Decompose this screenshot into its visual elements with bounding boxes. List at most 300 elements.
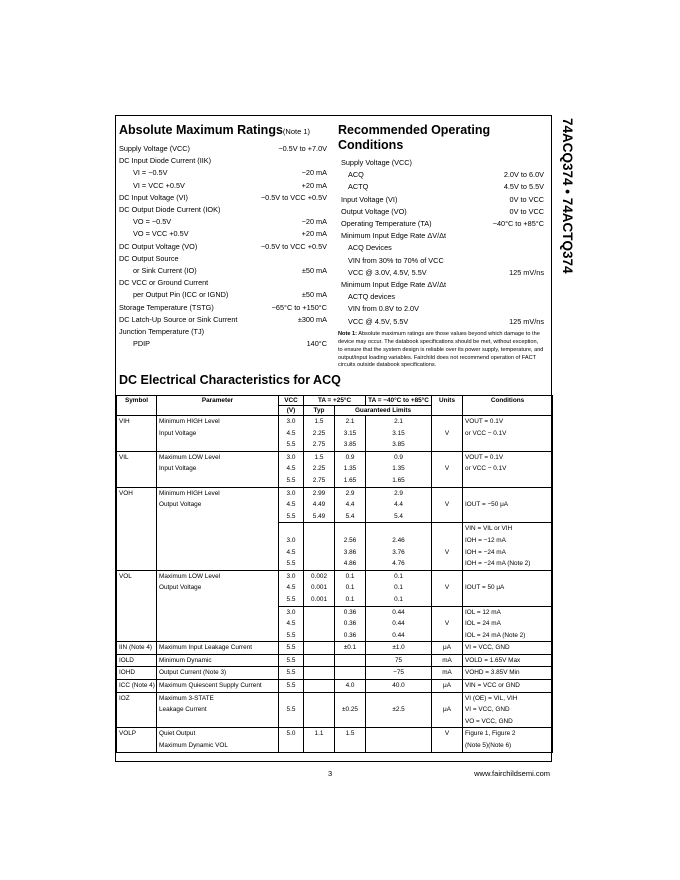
- cell-typ: 0.001: [304, 582, 335, 594]
- cell-units: V: [432, 618, 463, 630]
- cell-limit-range: 0.9: [366, 451, 432, 463]
- cell-limit-25c: 3.85: [335, 439, 366, 451]
- abs-row-label: DC Input Voltage (VI): [119, 192, 188, 202]
- cell-typ: 2.75: [304, 439, 335, 451]
- table-row: [117, 547, 553, 559]
- cell-units: [432, 439, 463, 451]
- header-typ: Typ: [304, 406, 335, 416]
- rec-row-label: Operating Temperature (TA): [341, 219, 432, 229]
- abs-row-label: VI = VCC +0.5V: [133, 180, 185, 190]
- cell-symbol: [117, 499, 157, 511]
- table-row: [117, 680, 553, 693]
- abs-max-rows: [119, 143, 327, 350]
- cell-typ: 1.1: [304, 728, 335, 740]
- cell-symbol: [117, 535, 157, 547]
- table-row: [117, 716, 553, 728]
- cell-vcc: 5.5: [279, 594, 304, 606]
- cell-vcc: 3.0: [279, 570, 304, 582]
- cell-conditions: IOL = 24 mA: [463, 618, 553, 630]
- cell-units: μA: [432, 704, 463, 716]
- abs-row-value: ±50 mA: [301, 290, 327, 300]
- table-row: [117, 499, 553, 511]
- cell-vcc: 5.5: [279, 704, 304, 716]
- cell-limit-25c: 0.1: [335, 570, 366, 582]
- cell-limit-25c: ±0.1: [335, 642, 366, 655]
- rec-row-label: VIN from 30% to 70% of VCC: [348, 255, 444, 265]
- header-ta25: TA = +25°C: [304, 396, 366, 406]
- cell-conditions: [463, 487, 553, 499]
- rec-row-label: Output Voltage (VO): [341, 206, 407, 216]
- dc-title: DC Electrical Characteristics for ACQ: [119, 373, 341, 387]
- cell-typ: [304, 547, 335, 559]
- cell-limit-range: 0.44: [366, 606, 432, 618]
- cell-conditions: IOUT = 50 μA: [463, 582, 553, 594]
- rec-row: [341, 194, 544, 206]
- abs-row-value: −20 mA: [301, 217, 327, 227]
- header-conditions: Conditions: [463, 396, 553, 416]
- cell-typ: 4.49: [304, 499, 335, 511]
- cell-symbol: VOL: [117, 570, 157, 582]
- abs-row: [119, 338, 327, 350]
- cell-vcc: [279, 523, 304, 535]
- rec-row-label: Minimum Input Edge Rate ΔV/Δt: [341, 280, 447, 290]
- cell-symbol: [117, 618, 157, 630]
- abs-row-value: −0.5V to VCC +0.5V: [260, 192, 327, 202]
- abs-row-label: or Sink Current (IO): [133, 266, 197, 276]
- abs-max-title: [119, 123, 327, 139]
- header-guaranteed: Guaranteed Limits: [335, 406, 432, 416]
- abs-row-label: DC Output Voltage (VO): [119, 241, 198, 251]
- note-1-text: Absolute maximum ratings are those values beyond which damage to the device may occur. The databook specifications should be met, without exception, to ensure that the system design is reliable over its power supply, temperature, and output/input loading variables. Fairchild does not recommend operation of FACT circuits outside databook specifications.: [338, 330, 544, 369]
- cell-conditions: VI = VCC, GND: [463, 704, 553, 716]
- cell-conditions: VOLD = 1.65V Max: [463, 654, 553, 667]
- rec-row: [341, 218, 544, 230]
- cell-units: mA: [432, 667, 463, 680]
- cell-parameter: Minimum Dynamic: [157, 654, 279, 667]
- cell-typ: [304, 606, 335, 618]
- cell-symbol: VIL: [117, 451, 157, 463]
- cell-units: [432, 535, 463, 547]
- cell-symbol: [117, 547, 157, 559]
- rec-row-label: Input Voltage (VI): [341, 194, 398, 204]
- cell-parameter: Input Voltage: [157, 463, 279, 475]
- rec-op-title-line1: Recommended Operating: [338, 123, 491, 137]
- abs-row-label: Storage Temperature (TSTG): [119, 302, 214, 312]
- cell-conditions: [463, 439, 553, 451]
- cell-symbol: [117, 428, 157, 440]
- dc-table-body: [117, 416, 553, 753]
- abs-row: [119, 204, 327, 216]
- cell-limit-25c: 0.9: [335, 451, 366, 463]
- cell-conditions: VOUT = 0.1V: [463, 451, 553, 463]
- cell-limit-25c: ±0.25: [335, 704, 366, 716]
- cell-symbol: [117, 740, 157, 752]
- rec-row-value: 125 mV/ns: [509, 316, 544, 326]
- cell-limit-range: 0.1: [366, 582, 432, 594]
- cell-parameter: [157, 716, 279, 728]
- rec-op-title: [338, 123, 544, 153]
- rec-row-value: 4.5V to 5.5V: [503, 182, 544, 192]
- abs-row-value: −65°C to +150°C: [271, 302, 327, 312]
- side-title: [555, 118, 577, 378]
- cell-symbol: [117, 439, 157, 451]
- rec-op-title-line2: Conditions: [338, 138, 404, 152]
- abs-row: [119, 253, 327, 265]
- cell-limit-25c: 2.1: [335, 416, 366, 428]
- table-row: [117, 740, 553, 752]
- cell-limit-25c: [335, 654, 366, 667]
- cell-typ: 0.002: [304, 570, 335, 582]
- table-row: [117, 523, 553, 535]
- cell-units: V: [432, 463, 463, 475]
- cell-typ: [304, 558, 335, 570]
- table-row: [117, 416, 553, 428]
- cell-parameter: Maximum Dynamic VOL: [157, 740, 279, 752]
- cell-units: [432, 740, 463, 752]
- cell-parameter: Minimum HIGH Level: [157, 487, 279, 499]
- dc-characteristics-table: [116, 395, 553, 753]
- cell-typ: [304, 716, 335, 728]
- cell-limit-range: ±2.5: [366, 704, 432, 716]
- cell-typ: 2.25: [304, 428, 335, 440]
- cell-limit-25c: 0.36: [335, 618, 366, 630]
- cell-parameter: Output Voltage: [157, 582, 279, 594]
- note-1: [338, 331, 544, 371]
- cell-limit-25c: 3.86: [335, 547, 366, 559]
- cell-vcc: 5.0: [279, 728, 304, 740]
- cell-limit-range: 5.4: [366, 511, 432, 523]
- cell-vcc: 4.5: [279, 582, 304, 594]
- table-row: [117, 667, 553, 680]
- table-row: [117, 606, 553, 618]
- abs-row-value: +20 mA: [301, 229, 327, 239]
- rec-row-value: 0V to VCC: [509, 194, 544, 204]
- cell-typ: [304, 618, 335, 630]
- cell-units: [432, 511, 463, 523]
- page-number: 3: [328, 769, 333, 778]
- cell-conditions: IOH = −24 mA: [463, 547, 553, 559]
- cell-units: [432, 558, 463, 570]
- cell-limit-range: 3.15: [366, 428, 432, 440]
- cell-typ: [304, 523, 335, 535]
- cell-typ: [304, 667, 335, 680]
- rec-row-label: Supply Voltage (VCC): [341, 158, 412, 167]
- cell-conditions: [463, 475, 553, 487]
- cell-limit-25c: [335, 692, 366, 704]
- cell-limit-range: [366, 523, 432, 535]
- cell-conditions: [463, 570, 553, 582]
- cell-symbol: [117, 704, 157, 716]
- cell-parameter: Output Current (Note 3): [157, 667, 279, 680]
- cell-parameter: [157, 475, 279, 487]
- cell-conditions: VI (OE) = VIL, VIH: [463, 692, 553, 704]
- cell-parameter: Output Voltage: [157, 499, 279, 511]
- cell-symbol: [117, 716, 157, 728]
- abs-row: [119, 314, 327, 326]
- cell-vcc: 5.5: [279, 439, 304, 451]
- rec-row: [341, 242, 544, 254]
- cell-units: [432, 606, 463, 618]
- abs-row-label: VI = −0.5V: [133, 168, 168, 178]
- cell-parameter: Leakage Current: [157, 704, 279, 716]
- cell-units: μA: [432, 642, 463, 655]
- cell-conditions: VO = VCC, GND: [463, 716, 553, 728]
- rec-row: [341, 279, 544, 291]
- cell-conditions: IOL = 24 mA (Note 2): [463, 630, 553, 642]
- cell-vcc: [279, 692, 304, 704]
- cell-vcc: 3.0: [279, 451, 304, 463]
- cell-limit-range: 1.65: [366, 475, 432, 487]
- cell-units: [432, 630, 463, 642]
- cell-parameter: Maximum Quiescent Supply Current: [157, 680, 279, 693]
- cell-units: μA: [432, 680, 463, 693]
- table-row: [117, 535, 553, 547]
- cell-limit-range: 3.85: [366, 439, 432, 451]
- cell-limit-25c: 4.0: [335, 680, 366, 693]
- cell-limit-range: ±1.0: [366, 642, 432, 655]
- table-row: [117, 630, 553, 642]
- abs-row: [119, 265, 327, 277]
- cell-units: [432, 692, 463, 704]
- rec-row: [341, 230, 544, 242]
- cell-limit-range: 4.4: [366, 499, 432, 511]
- cell-limit-25c: 1.65: [335, 475, 366, 487]
- cell-limit-25c: 0.36: [335, 606, 366, 618]
- cell-symbol: IOHD: [117, 667, 157, 680]
- abs-row-label: DC Latch-Up Source or Sink Current: [119, 314, 238, 324]
- abs-row: [119, 289, 327, 301]
- cell-vcc: 5.5: [279, 511, 304, 523]
- cell-limit-25c: 4.4: [335, 499, 366, 511]
- cell-parameter: [157, 547, 279, 559]
- cell-typ: [304, 630, 335, 642]
- table-row: [117, 618, 553, 630]
- cell-conditions: IOH = −12 mA: [463, 535, 553, 547]
- cell-limit-25c: [335, 716, 366, 728]
- abs-row-value: +20 mA: [301, 180, 327, 190]
- cell-limit-25c: 0.36: [335, 630, 366, 642]
- header-vcc-unit: (V): [279, 406, 304, 416]
- cell-typ: [304, 740, 335, 752]
- abs-row: [119, 180, 327, 192]
- rec-op-rows: [338, 157, 544, 328]
- cell-limit-25c: 1.35: [335, 463, 366, 475]
- abs-row-label: PDIP: [133, 339, 151, 349]
- cell-vcc: 4.5: [279, 463, 304, 475]
- abs-row-label: VO = −0.5V: [133, 217, 172, 227]
- cell-typ: [304, 654, 335, 667]
- rec-row: [341, 316, 544, 328]
- table-row: [117, 558, 553, 570]
- cell-limit-25c: 1.5: [335, 728, 366, 740]
- cell-vcc: 5.5: [279, 630, 304, 642]
- cell-parameter: Minimum HIGH Level: [157, 416, 279, 428]
- rec-row-label: VIN from 0.8V to 2.0V: [348, 304, 419, 314]
- cell-symbol: IOZ: [117, 692, 157, 704]
- cell-conditions: Figure 1, Figure 2: [463, 728, 553, 740]
- cell-units: [432, 523, 463, 535]
- cell-parameter: [157, 523, 279, 535]
- abs-row-value: −0.5V to +7.0V: [278, 144, 327, 153]
- cell-limit-range: 0.1: [366, 570, 432, 582]
- abs-row-value: ±50 mA: [301, 266, 327, 276]
- abs-max-note-ref: (Note 1): [282, 127, 311, 136]
- abs-row: [119, 277, 327, 289]
- abs-row: [119, 192, 327, 204]
- abs-row: [119, 241, 327, 253]
- note-1-label: Note 1:: [338, 330, 357, 337]
- table-row: [117, 692, 553, 704]
- rec-row-label: ACTQ devices: [348, 292, 396, 302]
- table-row: [117, 728, 553, 740]
- rec-row-label: VCC @ 3.0V, 4.5V, 5.5V: [348, 267, 427, 277]
- cell-limit-25c: [335, 667, 366, 680]
- abs-row-label: VO = VCC +0.5V: [133, 229, 189, 239]
- cell-parameter: [157, 439, 279, 451]
- cell-parameter: Quiet Output: [157, 728, 279, 740]
- abs-row: [119, 302, 327, 314]
- cell-limit-25c: 2.9: [335, 487, 366, 499]
- cell-units: V: [432, 728, 463, 740]
- cell-vcc: 3.0: [279, 416, 304, 428]
- cell-conditions: (Note 5)(Note 6): [463, 740, 553, 752]
- cell-typ: 1.5: [304, 451, 335, 463]
- cell-symbol: IIN (Note 4): [117, 642, 157, 655]
- cell-symbol: ICC (Note 4): [117, 680, 157, 693]
- cell-parameter: Maximum LOW Level: [157, 570, 279, 582]
- cell-units: [432, 594, 463, 606]
- abs-row-label: DC Input Diode Current (IIK): [119, 156, 212, 166]
- cell-parameter: Input Voltage: [157, 428, 279, 440]
- cell-limit-25c: 4.86: [335, 558, 366, 570]
- table-row: [117, 487, 553, 499]
- table-row: [117, 704, 553, 716]
- rec-row: [341, 169, 544, 181]
- cell-limit-range: 0.44: [366, 630, 432, 642]
- header-vcc: VCC: [279, 396, 304, 406]
- cell-limit-range: 75: [366, 654, 432, 667]
- cell-vcc: 3.0: [279, 535, 304, 547]
- rec-row: [341, 291, 544, 303]
- cell-symbol: [117, 558, 157, 570]
- rec-row: [341, 255, 544, 267]
- cell-vcc: 5.5: [279, 680, 304, 693]
- abs-row-label: per Output Pin (ICC or IGND): [133, 290, 229, 300]
- rec-row-label: ACQ: [348, 170, 364, 180]
- footer-url[interactable]: www.fairchildsemi.com: [474, 769, 550, 778]
- table-row: [117, 451, 553, 463]
- cell-typ: 5.49: [304, 511, 335, 523]
- cell-conditions: VIN = VCC or GND: [463, 680, 553, 693]
- abs-row: [119, 228, 327, 240]
- cell-symbol: VIH: [117, 416, 157, 428]
- header-symbol: Symbol: [117, 396, 157, 416]
- cell-vcc: 4.5: [279, 618, 304, 630]
- cell-vcc: 5.5: [279, 475, 304, 487]
- cell-vcc: 4.5: [279, 428, 304, 440]
- abs-row: [119, 326, 327, 338]
- cell-units: V: [432, 547, 463, 559]
- cell-limit-25c: 0.1: [335, 594, 366, 606]
- table-row: [117, 511, 553, 523]
- cell-vcc: 5.5: [279, 667, 304, 680]
- cell-parameter: [157, 511, 279, 523]
- cell-limit-range: 2.1: [366, 416, 432, 428]
- cell-limit-range: 0.1: [366, 594, 432, 606]
- table-row: [117, 582, 553, 594]
- cell-conditions: IOH = −24 mA (Note 2): [463, 558, 553, 570]
- rec-row: [341, 303, 544, 315]
- cell-typ: 1.5: [304, 416, 335, 428]
- cell-limit-range: 40.0: [366, 680, 432, 693]
- cell-symbol: [117, 523, 157, 535]
- cell-vcc: [279, 740, 304, 752]
- cell-parameter: Maximum Input Leakage Current: [157, 642, 279, 655]
- rec-row: [341, 267, 544, 279]
- cell-vcc: 5.5: [279, 642, 304, 655]
- rec-row-value: 125 mV/ns: [509, 267, 544, 277]
- abs-row-label: Junction Temperature (TJ): [119, 327, 205, 337]
- header-parameter: Parameter: [157, 396, 279, 416]
- cell-symbol: [117, 475, 157, 487]
- cell-typ: [304, 704, 335, 716]
- cell-parameter: Maximum LOW Level: [157, 451, 279, 463]
- table-row: [117, 428, 553, 440]
- abs-max-title-text: Absolute Maximum Ratings: [119, 123, 283, 137]
- rec-row-label: Minimum Input Edge Rate ΔV/Δt: [341, 231, 447, 241]
- rec-row: [341, 206, 544, 218]
- cell-conditions: or VCC − 0.1V: [463, 463, 553, 475]
- cell-vcc: 4.5: [279, 547, 304, 559]
- cell-limit-range: [366, 728, 432, 740]
- cell-typ: 2.99: [304, 487, 335, 499]
- cell-limit-25c: 3.15: [335, 428, 366, 440]
- cell-symbol: [117, 606, 157, 618]
- cell-symbol: [117, 511, 157, 523]
- rec-row-value: 2.0V to 6.0V: [503, 170, 544, 180]
- cell-limit-range: 2.9: [366, 487, 432, 499]
- table-row: [117, 594, 553, 606]
- header-ta-range: TA = −40°C to +85°C: [366, 396, 432, 406]
- cell-typ: [304, 692, 335, 704]
- rec-row-value: −40°C to +85°C: [492, 219, 544, 229]
- cell-symbol: VOLP: [117, 728, 157, 740]
- abs-row-value: 140°C: [306, 339, 327, 349]
- cell-parameter: [157, 558, 279, 570]
- cell-conditions: [463, 594, 553, 606]
- cell-conditions: or VCC − 0.1V: [463, 428, 553, 440]
- rec-row-label: ACQ Devices: [348, 243, 392, 253]
- cell-conditions: [463, 511, 553, 523]
- cell-units: V: [432, 499, 463, 511]
- cell-limit-25c: 0.1: [335, 582, 366, 594]
- cell-vcc: 5.5: [279, 558, 304, 570]
- cell-typ: [304, 642, 335, 655]
- cell-symbol: VOH: [117, 487, 157, 499]
- rec-row: [341, 181, 544, 193]
- abs-row-value: ±300 mA: [297, 314, 327, 324]
- cell-limit-range: 3.76: [366, 547, 432, 559]
- cell-units: [432, 475, 463, 487]
- abs-row-label: DC VCC or Ground Current: [119, 278, 209, 288]
- cell-units: mA: [432, 654, 463, 667]
- cell-units: V: [432, 582, 463, 594]
- abs-row: [119, 143, 327, 155]
- cell-units: [432, 487, 463, 499]
- rec-row-label: ACTQ: [348, 182, 369, 192]
- abs-row-value: −20 mA: [301, 168, 327, 178]
- cell-parameter: [157, 606, 279, 618]
